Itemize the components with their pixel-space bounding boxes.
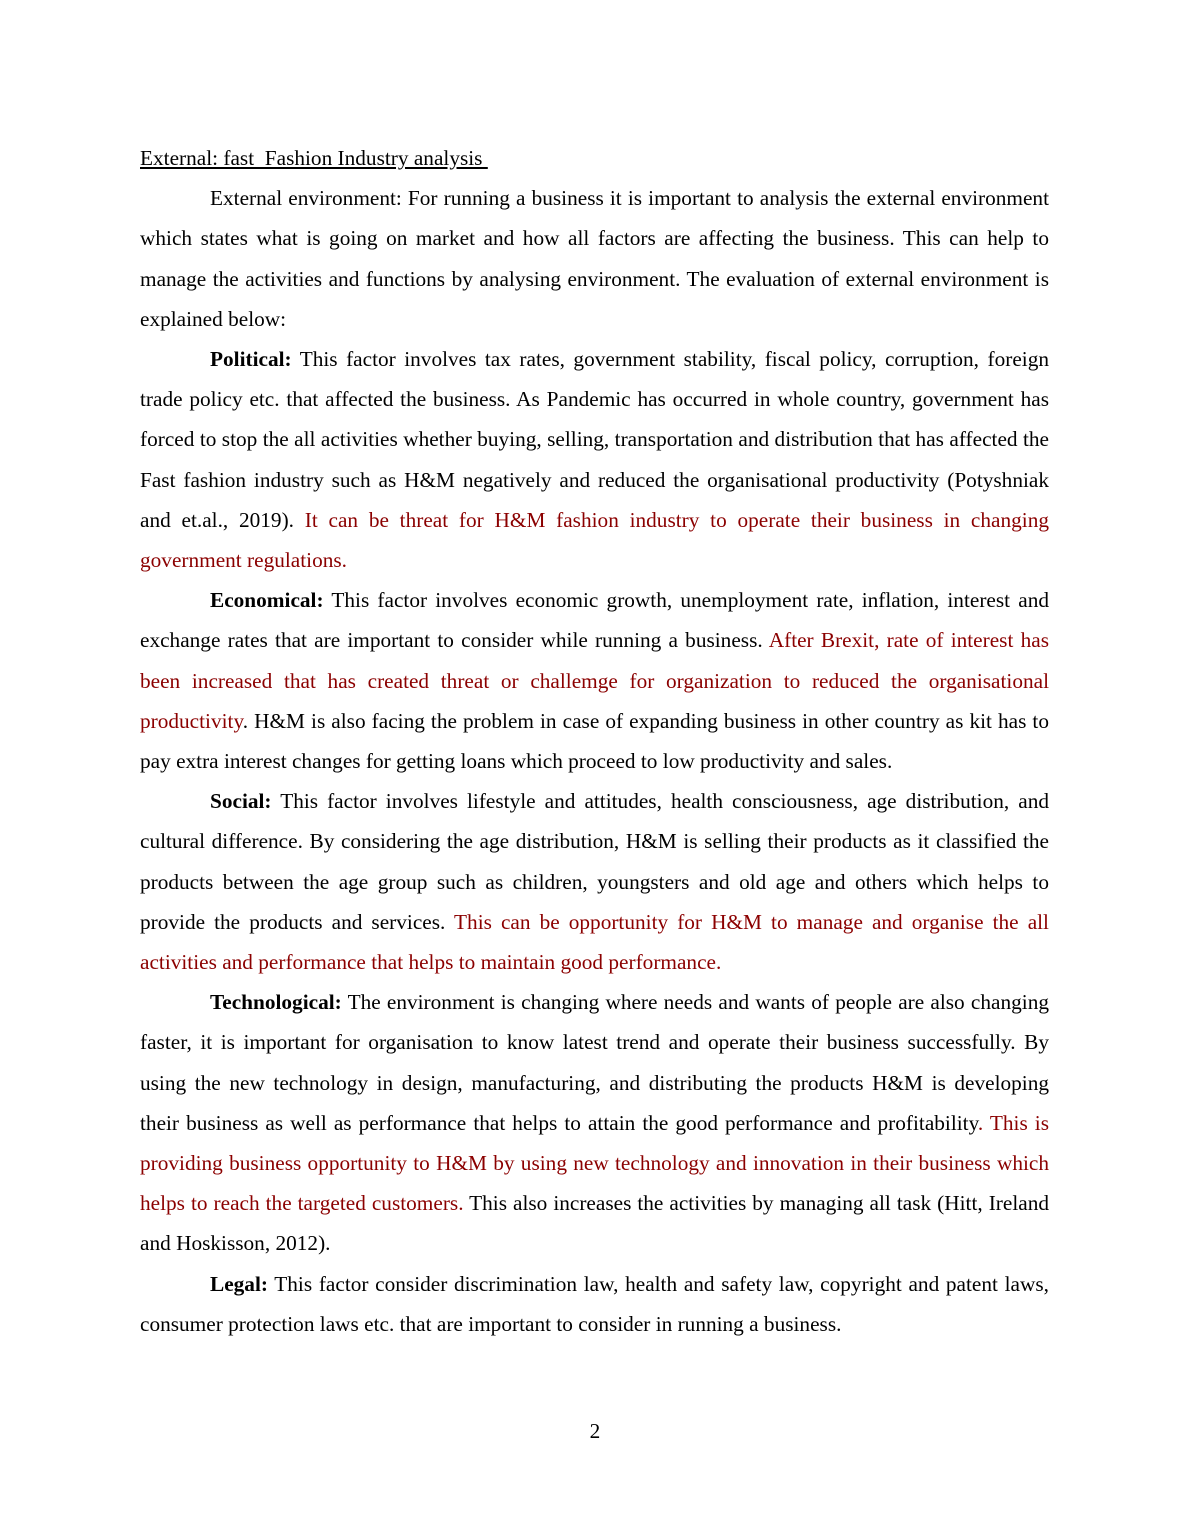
legal-text: This factor consider discrimination law, health and safety law, copyright and patent laws, consumer protection laws etc. that are important to consider in running a business.	[140, 1271, 1049, 1336]
intro-text: External environment: For running a business it is important to analysis the external environment which states what is going on market and how all factors are affecting the business. This can help to manage the activities and functions by analysing environment. The evaluation of external environment is explained below:	[140, 186, 1049, 331]
social-lead: Social:	[210, 789, 272, 814]
political-text: This factor involves tax rates, government stability, fiscal policy, corruption, foreign trade policy etc. that affected the business. As Pandemic has occurred in whole country, government has forced to stop the all activities whether buying, selling, transportation and distribution that has affected the Fast fashion industry such as H&M negatively and reduced the organisational productivity (Potyshniak and et.al., 2019).	[140, 347, 1049, 532]
technological-text: The environment is changing where needs and wants of people are also changing faster, it is important for organisation to know latest trend and operate their business successfully. By using the new technology in design, manufacturing, and distributing the products H&M is developing their business as well as performance that helps to attain the good performance and profitability	[140, 990, 1049, 1135]
page-number: 2	[589, 1419, 601, 1443]
paragraph-intro	[140, 178, 1049, 339]
legal-lead: Legal:	[210, 1271, 268, 1296]
technological-lead: Technological:	[210, 990, 342, 1015]
economical-text-continued: . H&M is also facing the problem in case of expanding business in other country as kit has to pay extra interest changes for getting loans which proceed to low productivity and sales.	[140, 708, 1049, 774]
document-body	[140, 138, 1049, 1344]
economical-lead: Economical:	[210, 588, 324, 613]
political-highlight: It can be threat for H&M fashion industry to operate their business in changing government regulations.	[140, 507, 1050, 573]
paragraph-political	[140, 339, 1049, 580]
technological-text-continued: This also increases the activities by managing all task (Hitt, Ireland and Hoskisson, 2012).	[140, 1191, 1049, 1256]
political-lead: Political:	[210, 347, 292, 372]
technological-highlight: . This is providing business opportunity to H&M by using new technology and innovation in their business which helps to reach the targeted customers.	[140, 1110, 1050, 1216]
paragraph-technological	[140, 982, 1049, 1263]
paragraph-social	[140, 781, 1049, 982]
social-highlight: This can be opportunity for H&M to manage and organise the all activities and performance that helps to maintain good performance.	[140, 909, 1049, 975]
paragraph-legal	[140, 1264, 1049, 1344]
social-text: This factor involves lifestyle and attitudes, health consciousness, age distribution, and cultural difference. By considering the age distribution, H&M is selling their products as it classified the products between the age group such as children, youngsters and old age and others which helps to provide the products and services.	[140, 789, 1049, 934]
economical-highlight: After Brexit, rate of interest has been increased that has created threat or challemge for organization to reduced the organisational productivity	[140, 628, 1049, 733]
paragraph-economical	[140, 580, 1049, 781]
economical-text: This factor involves economic growth, unemployment rate, inflation, interest and exchange rates that are important to consider while running a business.	[140, 588, 1049, 653]
section-heading: External: fast Fashion Industry analysis	[140, 146, 488, 170]
